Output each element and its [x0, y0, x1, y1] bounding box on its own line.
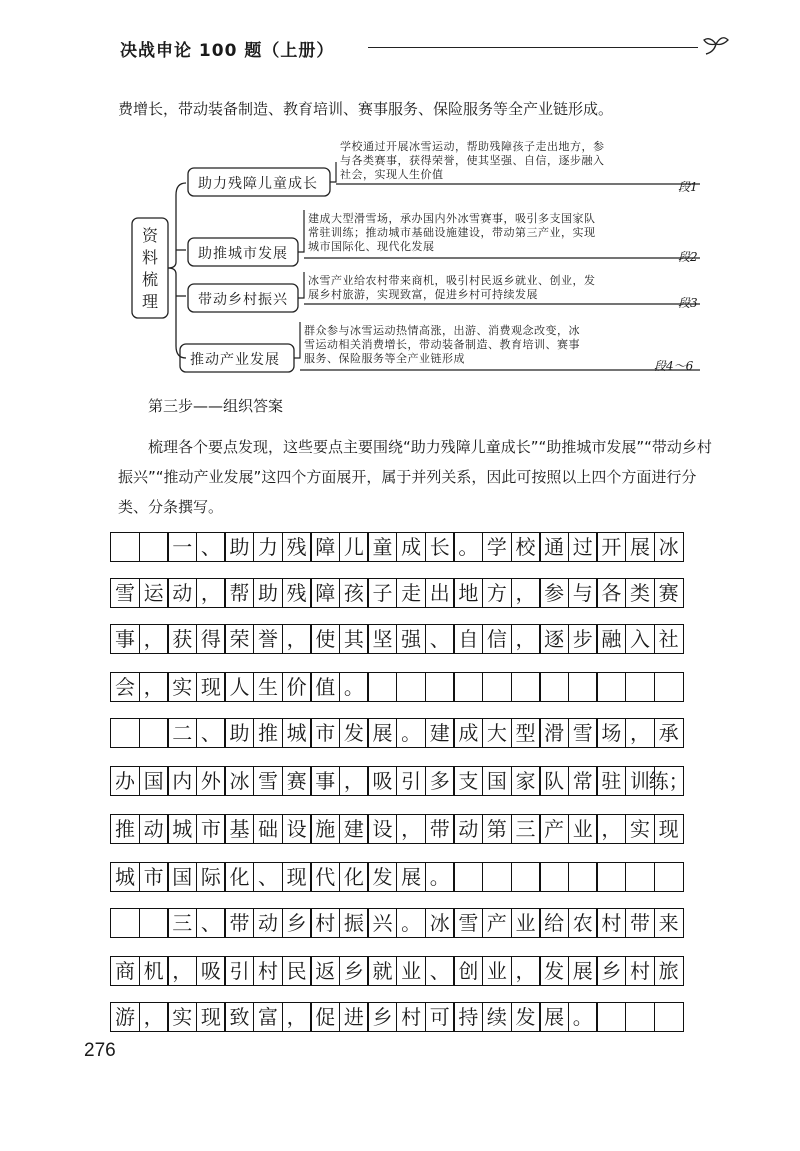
- grid-cell: 机: [139, 956, 169, 986]
- grid-cell: ，: [396, 814, 426, 844]
- grid-cell: [511, 862, 541, 892]
- grid-cell: 城: [110, 862, 140, 892]
- grid-cell: 得: [196, 624, 226, 654]
- grid-cell: 产: [539, 814, 569, 844]
- grid-cell: 与: [568, 578, 598, 608]
- grid-cell: 兴: [367, 908, 397, 938]
- grid-cell: 动: [167, 578, 197, 608]
- grid-cell: 实: [167, 672, 197, 702]
- grid-cell: [596, 672, 626, 702]
- grid-cell: 致: [224, 1002, 254, 1032]
- grid-cell: 助: [224, 718, 254, 748]
- grid-cell: ，: [282, 1002, 312, 1032]
- grid-cell: 带: [425, 814, 455, 844]
- page-number: 276: [84, 1040, 116, 1061]
- grid-cell: 展: [568, 956, 598, 986]
- grid-cell: 返: [310, 956, 340, 986]
- segment-label-2: 段2: [678, 250, 698, 264]
- grid-cell: [482, 862, 512, 892]
- grid-cell: 、: [425, 956, 455, 986]
- grid-cell: 业: [396, 956, 426, 986]
- grid-cell: 化: [339, 862, 369, 892]
- grid-cell: 推: [110, 814, 140, 844]
- grid-cell: 业: [482, 956, 512, 986]
- grid-cell: 三: [511, 814, 541, 844]
- grid-cell: 力: [253, 532, 283, 562]
- grid-cell: 支: [453, 766, 483, 796]
- step-heading: 第三步——组织答案: [148, 397, 284, 415]
- grid-cell: [110, 532, 140, 562]
- grid-cell: 展: [367, 718, 397, 748]
- segment-label-4: 段4～6: [654, 359, 694, 373]
- grid-cell: 长: [425, 532, 455, 562]
- grid-cell: 展: [396, 862, 426, 892]
- grid-cell: 三: [167, 908, 197, 938]
- grid-cell: 、: [196, 908, 226, 938]
- grid-cell: 续: [482, 1002, 512, 1032]
- grid-cell: 雪: [253, 766, 283, 796]
- grid-cell: 发: [539, 956, 569, 986]
- grid-cell: [453, 862, 483, 892]
- grid-cell: 型: [511, 718, 541, 748]
- grid-cell: 走: [396, 578, 426, 608]
- grid-cell: 。: [396, 718, 426, 748]
- grid-cell: 校: [511, 532, 541, 562]
- branch-text-4: 群众参与冰雪运动热情高涨，出游、消费观念改变，冰 雪运动相关消费增长，带动装备制造、教育培训、赛事 服务、保险服务等全产业链形成: [304, 324, 580, 365]
- grid-cell: [139, 532, 169, 562]
- grid-cell: 动: [453, 814, 483, 844]
- grid-row: [110, 578, 710, 608]
- grid-cell: 旅: [654, 956, 684, 986]
- grid-cell: 孩: [339, 578, 369, 608]
- grid-cell: 常: [568, 766, 598, 796]
- grid-cell: 训: [625, 766, 655, 796]
- grid-cell: 二: [167, 718, 197, 748]
- grid-cell: 成: [396, 532, 426, 562]
- grid-cell: [110, 908, 140, 938]
- grid-cell: [139, 908, 169, 938]
- grid-cell: 过: [568, 532, 598, 562]
- grid-cell: 实: [625, 814, 655, 844]
- grid-cell: 自: [453, 624, 483, 654]
- grid-cell: 逐: [539, 624, 569, 654]
- body-paragraph: 梳理各个要点发现，这些要点主要围绕“助力残障儿童成长”“助推城市发展”“带动乡村振兴”“推动产业发展”这四个方面展开，属于并列关系，因此可按照以上四个方面进行分类、分条撰写。: [118, 438, 712, 516]
- grid-cell: 内: [167, 766, 197, 796]
- grid-cell: 础: [253, 814, 283, 844]
- grid-cell: 步: [568, 624, 598, 654]
- grid-cell: 类: [625, 578, 655, 608]
- grid-cell: 推: [253, 718, 283, 748]
- grid-cell: 。: [396, 908, 426, 938]
- grid-cell: 设: [367, 814, 397, 844]
- grid-cell: 设: [282, 814, 312, 844]
- grid-cell: 坚: [367, 624, 397, 654]
- grid-cell: 带: [625, 908, 655, 938]
- grid-cell: 助: [224, 532, 254, 562]
- grid-cell: 现: [196, 1002, 226, 1032]
- grid-cell: 创: [453, 956, 483, 986]
- grid-cell: 事: [310, 766, 340, 796]
- grid-cell: 驻: [596, 766, 626, 796]
- grid-cell: [596, 862, 626, 892]
- grid-cell: 誉: [253, 624, 283, 654]
- grid-cell: 童: [367, 532, 397, 562]
- grid-row: [110, 1002, 710, 1032]
- grid-cell: 引: [396, 766, 426, 796]
- grid-cell: 市: [139, 862, 169, 892]
- grid-cell: 学: [482, 532, 512, 562]
- grid-cell: 村: [310, 908, 340, 938]
- grid-cell: 持: [453, 1002, 483, 1032]
- grid-cell: 现: [282, 862, 312, 892]
- grid-cell: 商: [110, 956, 140, 986]
- grid-cell: 进: [339, 1002, 369, 1032]
- grid-cell: 民: [282, 956, 312, 986]
- branch-label-4: 推动产业发展: [190, 352, 280, 368]
- grid-cell: 使: [310, 624, 340, 654]
- grid-cell: 发: [367, 862, 397, 892]
- grid-cell: 。: [425, 862, 455, 892]
- grid-cell: 乡: [282, 908, 312, 938]
- grid-cell: 、: [196, 718, 226, 748]
- grid-cell: ，: [596, 814, 626, 844]
- grid-cell: [539, 862, 569, 892]
- running-header-title: 决战申论 100 题（上册）: [120, 41, 335, 61]
- grid-cell: 现: [196, 672, 226, 702]
- grid-cell: 城: [167, 814, 197, 844]
- grid-cell: 助: [253, 578, 283, 608]
- grid-cell: [396, 672, 426, 702]
- grid-cell: 会: [110, 672, 140, 702]
- grid-cell: 给: [539, 908, 569, 938]
- grid-cell: 雪: [110, 578, 140, 608]
- grid-cell: ，: [511, 956, 541, 986]
- grid-cell: 乡: [367, 1002, 397, 1032]
- grid-cell: 障: [310, 578, 340, 608]
- grid-cell: 残: [282, 532, 312, 562]
- grid-cell: ，: [511, 578, 541, 608]
- grid-cell: [511, 672, 541, 702]
- grid-cell: [625, 862, 655, 892]
- grid-cell: 外: [196, 766, 226, 796]
- grid-cell: 促: [310, 1002, 340, 1032]
- grid-cell: ，: [139, 1002, 169, 1032]
- grid-cell: ，: [282, 624, 312, 654]
- grid-cell: ，: [339, 766, 369, 796]
- grid-cell: 练；: [654, 766, 684, 796]
- grid-cell: 乡: [339, 956, 369, 986]
- grid-cell: 残: [282, 578, 312, 608]
- grid-cell: 开: [596, 532, 626, 562]
- grid-row: [110, 718, 710, 748]
- grid-cell: 市: [310, 718, 340, 748]
- grid-cell: 。: [453, 532, 483, 562]
- grid-cell: 村: [253, 956, 283, 986]
- grid-cell: ，: [196, 578, 226, 608]
- grid-cell: 办: [110, 766, 140, 796]
- grid-cell: 参: [539, 578, 569, 608]
- grid-cell: 荣: [224, 624, 254, 654]
- grid-cell: 值: [310, 672, 340, 702]
- grid-cell: 代: [310, 862, 340, 892]
- grid-cell: 雪: [568, 718, 598, 748]
- grid-cell: 各: [596, 578, 626, 608]
- grid-cell: 展: [625, 532, 655, 562]
- grid-cell: 其: [339, 624, 369, 654]
- grid-cell: ，: [139, 624, 169, 654]
- grid-cell: [625, 1002, 655, 1032]
- branch-text-2: 建成大型滑雪场，承办国内外冰雪赛事，吸引多支国家队 常驻训练；推动城市基础设施建设，带动第三产业，实现 城市国际化、现代化发展: [308, 212, 596, 253]
- grid-cell: 成: [453, 718, 483, 748]
- grid-cell: 发: [339, 718, 369, 748]
- grid-cell: 赛: [654, 578, 684, 608]
- grid-cell: [568, 672, 598, 702]
- grid-cell: 国: [167, 862, 197, 892]
- grid-cell: 动: [139, 814, 169, 844]
- grid-cell: 一: [167, 532, 197, 562]
- grid-cell: 际: [196, 862, 226, 892]
- grid-cell: 村: [625, 956, 655, 986]
- grid-cell: ，: [139, 672, 169, 702]
- grid-cell: 方: [482, 578, 512, 608]
- grid-cell: 承: [654, 718, 684, 748]
- grid-cell: 引: [224, 956, 254, 986]
- grid-cell: 赛: [282, 766, 312, 796]
- grid-cell: [539, 672, 569, 702]
- grid-cell: 通: [539, 532, 569, 562]
- grid-cell: 子: [367, 578, 397, 608]
- grid-cell: 社: [654, 624, 684, 654]
- grid-row: [110, 956, 710, 986]
- grid-cell: 发: [511, 1002, 541, 1032]
- grid-cell: 业: [511, 908, 541, 938]
- grid-cell: 。: [339, 672, 369, 702]
- grid-cell: [139, 718, 169, 748]
- grid-cell: 多: [425, 766, 455, 796]
- grid-cell: 第: [482, 814, 512, 844]
- grid-row: [110, 766, 710, 796]
- grid-cell: [596, 1002, 626, 1032]
- grid-cell: 运: [139, 578, 169, 608]
- grid-cell: 乡: [596, 956, 626, 986]
- grid-cell: 入: [625, 624, 655, 654]
- grid-cell: 展: [539, 1002, 569, 1032]
- grid-cell: 获: [167, 624, 197, 654]
- grid-cell: [482, 672, 512, 702]
- grid-cell: 吸: [196, 956, 226, 986]
- grid-row: [110, 908, 710, 938]
- grid-cell: 、: [425, 624, 455, 654]
- grid-cell: 来: [654, 908, 684, 938]
- grid-cell: 就: [367, 956, 397, 986]
- grid-cell: 吸: [367, 766, 397, 796]
- grid-cell: 实: [167, 1002, 197, 1032]
- grid-row: [110, 532, 710, 562]
- grid-cell: 城: [282, 718, 312, 748]
- branch-label-3: 带动乡村振兴: [198, 292, 288, 308]
- grid-cell: 建: [339, 814, 369, 844]
- grid-cell: ，: [625, 718, 655, 748]
- grid-cell: 帮: [224, 578, 254, 608]
- grid-cell: 出: [425, 578, 455, 608]
- grid-cell: [453, 672, 483, 702]
- grid-cell: 可: [425, 1002, 455, 1032]
- intro-line: 费增长，带动装备制造、教育培训、赛事服务、保险服务等全产业链形成。: [118, 100, 614, 118]
- grid-cell: 、: [253, 862, 283, 892]
- grid-cell: 游: [110, 1002, 140, 1032]
- grid-cell: [110, 718, 140, 748]
- grid-cell: 带: [224, 908, 254, 938]
- grid-cell: 雪: [453, 908, 483, 938]
- grid-cell: 儿: [339, 532, 369, 562]
- grid-cell: 队: [539, 766, 569, 796]
- grid-cell: [654, 1002, 684, 1032]
- grid-cell: 滑: [539, 718, 569, 748]
- grid-cell: 振: [339, 908, 369, 938]
- grid-cell: 生: [253, 672, 283, 702]
- grid-cell: 。: [568, 1002, 598, 1032]
- grid-cell: 村: [396, 1002, 426, 1032]
- grid-cell: 冰: [654, 532, 684, 562]
- grid-cell: 村: [596, 908, 626, 938]
- grid-cell: 业: [568, 814, 598, 844]
- grid-cell: 人: [224, 672, 254, 702]
- grid-cell: 地: [453, 578, 483, 608]
- grid-row: [110, 862, 710, 892]
- grid-cell: [425, 672, 455, 702]
- grid-cell: [568, 862, 598, 892]
- grid-cell: 冰: [224, 766, 254, 796]
- branch-text-3: 冰雪产业给农村带来商机，吸引村民返乡就业、创业，发 展乡村旅游，实现致富，促进乡村可持续发展: [308, 274, 596, 301]
- grid-cell: 农: [568, 908, 598, 938]
- grid-row: [110, 814, 710, 844]
- grid-cell: 富: [253, 1002, 283, 1032]
- grid-cell: [625, 672, 655, 702]
- grid-cell: 现: [654, 814, 684, 844]
- grid-cell: ，: [167, 956, 197, 986]
- grid-cell: 强: [396, 624, 426, 654]
- grid-cell: 信: [482, 624, 512, 654]
- grid-cell: [654, 862, 684, 892]
- grid-cell: 、: [196, 532, 226, 562]
- grid-row: [110, 624, 710, 654]
- branch-text-1: 学校通过开展冰雪运动，帮助残障孩子走出地方，参 与各类赛事，获得荣誉，使其坚强、自信，逐步融入 社会，实现人生价值: [340, 140, 605, 181]
- grid-cell: 事: [110, 624, 140, 654]
- grid-cell: 产: [482, 908, 512, 938]
- grid-cell: 家: [511, 766, 541, 796]
- grid-cell: 冰: [425, 908, 455, 938]
- grid-cell: 市: [196, 814, 226, 844]
- grid-cell: 障: [310, 532, 340, 562]
- grid-cell: 大: [482, 718, 512, 748]
- grid-cell: 场: [596, 718, 626, 748]
- grid-cell: 国: [139, 766, 169, 796]
- segment-label-3: 段3: [678, 296, 698, 310]
- grid-cell: 化: [224, 862, 254, 892]
- grid-cell: 建: [425, 718, 455, 748]
- grid-cell: 国: [482, 766, 512, 796]
- grid-cell: 施: [310, 814, 340, 844]
- grid-cell: 动: [253, 908, 283, 938]
- grid-cell: [367, 672, 397, 702]
- grid-cell: 融: [596, 624, 626, 654]
- grid-cell: ，: [511, 624, 541, 654]
- segment-label-1: 段1: [678, 180, 698, 194]
- root-bracket: [168, 183, 186, 358]
- branch-label-1: 助力残障儿童成长: [198, 176, 318, 192]
- branch-label-2: 助推城市发展: [198, 246, 288, 262]
- grid-cell: 基: [224, 814, 254, 844]
- grid-cell: 价: [282, 672, 312, 702]
- mindmap-root-label: 资料梳理: [141, 226, 158, 311]
- grid-row: [110, 672, 710, 702]
- grid-cell: [654, 672, 684, 702]
